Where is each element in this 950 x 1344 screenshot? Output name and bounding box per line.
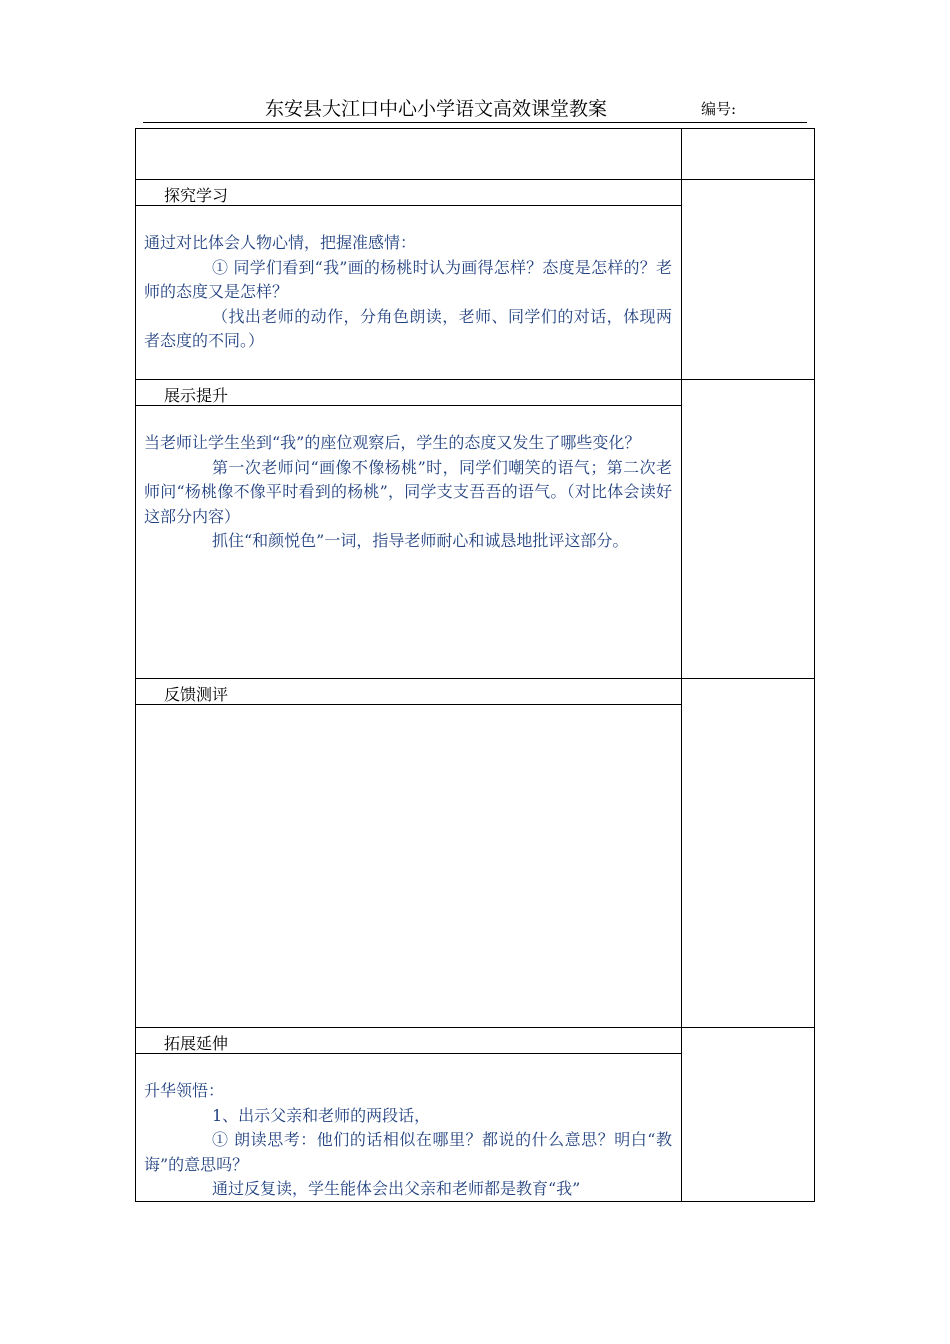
- paragraph: ① 同学们看到“我”画的杨桃时认为画得怎样？态度是怎样的？老师的态度又是怎样？: [144, 257, 672, 301]
- paragraph: 第一次老师问“画像不像杨桃”时，同学们嘲笑的语气；第二次老师问“杨桃像不像平时看到的杨桃”，同学支支吾吾的语气。（对比体会读好这部分内容）: [144, 457, 672, 526]
- section-body-showcase: [144, 431, 672, 554]
- section-title-showcase: 展示提升: [164, 386, 229, 405]
- paragraph: ① 朗读思考：他们的话相似在哪里？都说的什么意思？明白“教诲”的意思吗？: [144, 1130, 672, 1174]
- paragraph: 当老师让学生坐到“我”的座位观察后，学生的态度又发生了哪些变化？: [144, 433, 641, 452]
- row-divider: [136, 379, 814, 380]
- row-divider: [136, 179, 814, 180]
- row-divider: [136, 1027, 814, 1028]
- document-title: 东安县大江口中心小学语文高效课堂教案: [265, 98, 608, 120]
- section-title-feedback: 反馈测评: [164, 685, 229, 704]
- section-body-extension: [144, 1079, 672, 1202]
- paragraph: （找出老师的动作，分角色朗读，老师、同学们的对话，体现两者态度的不同。）: [144, 306, 672, 350]
- column-divider: [681, 129, 682, 1201]
- section-title-explore: 探究学习: [164, 186, 229, 205]
- paragraph: 1、出示父亲和老师的两段话，: [212, 1105, 431, 1125]
- document-number-label: 编号:: [701, 100, 737, 118]
- row-divider: [136, 678, 814, 679]
- paragraph: 抓住“和颜悦色”一词，指导老师耐心和诚恳地批评这部分。: [212, 531, 629, 550]
- lesson-plan-table: [135, 128, 815, 1202]
- section-body-explore: [144, 231, 672, 354]
- page-header: [143, 88, 807, 123]
- paragraph: 升华领悟：: [144, 1081, 225, 1100]
- section-title-extension: 拓展延伸: [164, 1034, 229, 1053]
- paragraph: 通过反复读，学生能体会出父亲和老师都是教育“我”: [212, 1179, 581, 1198]
- paragraph: 通过对比体会人物心情，把握准感情：: [144, 233, 417, 252]
